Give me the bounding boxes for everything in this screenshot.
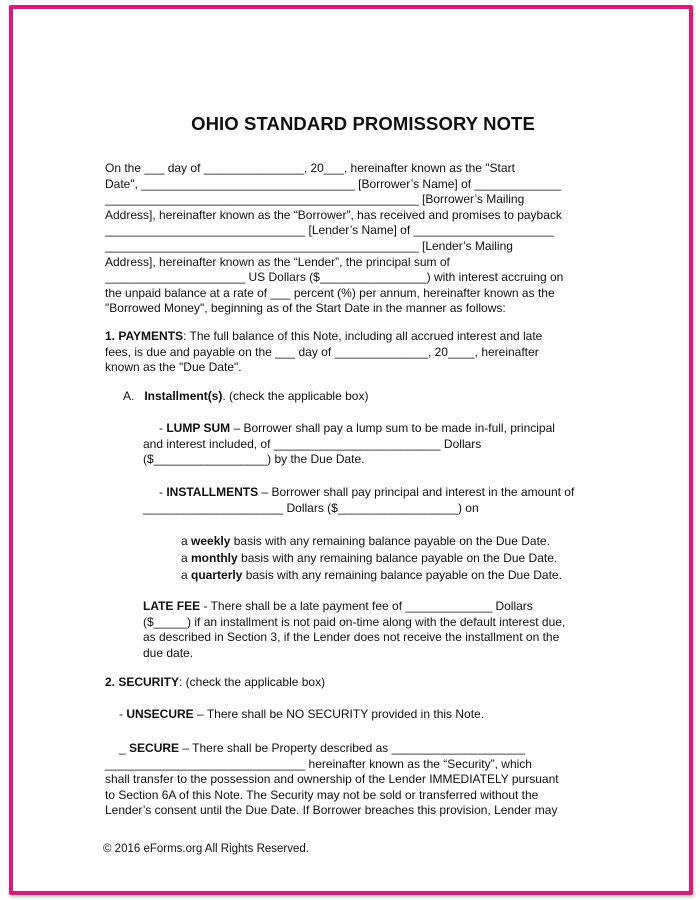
secure-text: to Section 6A of this Note. The Security may not be sold or transferred without the [105, 787, 539, 802]
list-marker: A. [123, 389, 135, 403]
basis-weekly[interactable] [181, 533, 562, 550]
checkbox-blank[interactable]: - [119, 707, 127, 721]
security-heading-line [105, 675, 325, 691]
lump-sum-option [143, 421, 555, 468]
basis-text: a [181, 568, 192, 582]
lump-sum-text: – Borrower shall pay a lump sum to be made in-full, principal [230, 421, 555, 435]
checkbox-blank[interactable]: - [159, 485, 167, 499]
payments-text: fees, is due and payable on the ___ day of ______________, 20____, hereinafter [105, 344, 539, 359]
late-fee-text: as described in Section 3, if the Lender does not receive the installment on the [143, 630, 560, 645]
payments-heading: 1. PAYMENTS [105, 329, 184, 343]
security-heading: 2. SECURITY [105, 675, 180, 689]
basis-quarterly[interactable] [181, 567, 562, 584]
secure-option [105, 741, 559, 819]
intro-line: Address], hereinafter known as the “Lender”, the principal sum of [105, 254, 450, 269]
basis-text: a [181, 534, 192, 548]
secure-text: shall transfer to the possession and ownership of the Lender IMMEDIATELY pursuant [105, 772, 559, 787]
installments-heading [123, 389, 368, 405]
lump-sum-label: LUMP SUM [166, 421, 231, 435]
payment-basis-list [181, 533, 562, 584]
security-hint: : (check the applicable box) [179, 675, 326, 689]
late-fee-text: - There shall be a late payment fee of _____________ Dollars [200, 599, 533, 613]
payments-section [105, 329, 542, 376]
intro-line: the unpaid balance at a rate of ___ percent (%) per annum, hereinafter known as the [105, 285, 555, 300]
installments-option [143, 485, 574, 516]
unsecure-text: – There shall be NO SECURITY provided in this Note. [193, 707, 485, 721]
checkbox-blank[interactable]: _ [119, 741, 130, 755]
intro-line: _______________________________________________ [Lender’s Mailing [105, 238, 513, 253]
secure-label: SECURE [129, 741, 180, 755]
lump-sum-text: and interest included, of _________________________ Dollars [143, 436, 482, 451]
copyright-footer: © 2016 eForms.org All Rights Reserved. [103, 843, 309, 855]
intro-line: _______________________________________________ [Borrower’s Mailing [105, 192, 525, 207]
basis-monthly[interactable] [181, 550, 562, 567]
payments-text: known as the "Due Date". [105, 360, 242, 375]
basis-frequency: weekly [191, 534, 231, 548]
late-fee-text: ($_____) if an installment is not paid on-time along with the default interest due, [143, 614, 566, 629]
installments-hint: . (check the applicable box) [222, 389, 369, 403]
intro-line: Date", ________________________________ [Borrower’s Name] of _____________ [105, 176, 562, 191]
late-fee-text: due date. [143, 645, 194, 660]
intro-paragraph [105, 161, 563, 317]
basis-text: basis with any remaining balance payable on the Due Date. [242, 568, 562, 582]
basis-text: basis with any remaining balance payable on the Due Date. [230, 534, 550, 548]
intro-line: Address], hereinafter known as the “Borrower”, has received and promises to payback [105, 207, 562, 222]
intro-line: ______________________________ [Lender’s Name] of _____________________ [105, 223, 554, 238]
basis-text: basis with any remaining balance payable on the Due Date. [237, 551, 558, 565]
installments-option-label: INSTALLMENTS [166, 485, 259, 499]
basis-frequency: quarterly [191, 568, 243, 582]
installments-label: Installment(s) [144, 389, 223, 403]
basis-frequency: monthly [191, 551, 238, 565]
installments-text: – Borrower shall pay principal and interest in the amount of [258, 485, 575, 499]
document-title: OHIO STANDARD PROMISSORY NOTE [191, 113, 535, 134]
installments-text: _____________________ Dollars ($__________________) on [143, 500, 479, 515]
secure-text: – There shall be Property described as ____________________ [179, 741, 526, 755]
late-fee-label: LATE FEE [143, 599, 201, 613]
intro-line: On the ___ day of _______________, 20___, hereinafter known as the "Start [105, 161, 515, 175]
document-page [9, 5, 693, 895]
intro-line: "Borrowed Money", beginning as of the Start Date in the manner as follows: [105, 301, 506, 316]
unsecure-label: UNSECURE [126, 707, 194, 721]
late-fee-section [143, 599, 565, 661]
unsecure-option [119, 707, 484, 723]
basis-text: a [181, 551, 192, 565]
secure-text: ______________________________ hereinafter known as the “Security”, which [105, 756, 532, 771]
checkbox-blank[interactable]: - [159, 421, 167, 435]
secure-text: Lender’s consent until the Due Date. If Borrower breaches this provision, Lender may [105, 803, 558, 818]
intro-line: _____________________ US Dollars ($________________) with interest accruing on [105, 270, 564, 285]
payments-text: : The full balance of this Note, including all accrued interest and late [183, 329, 543, 343]
lump-sum-text: ($_________________) by the Due Date. [143, 452, 365, 467]
